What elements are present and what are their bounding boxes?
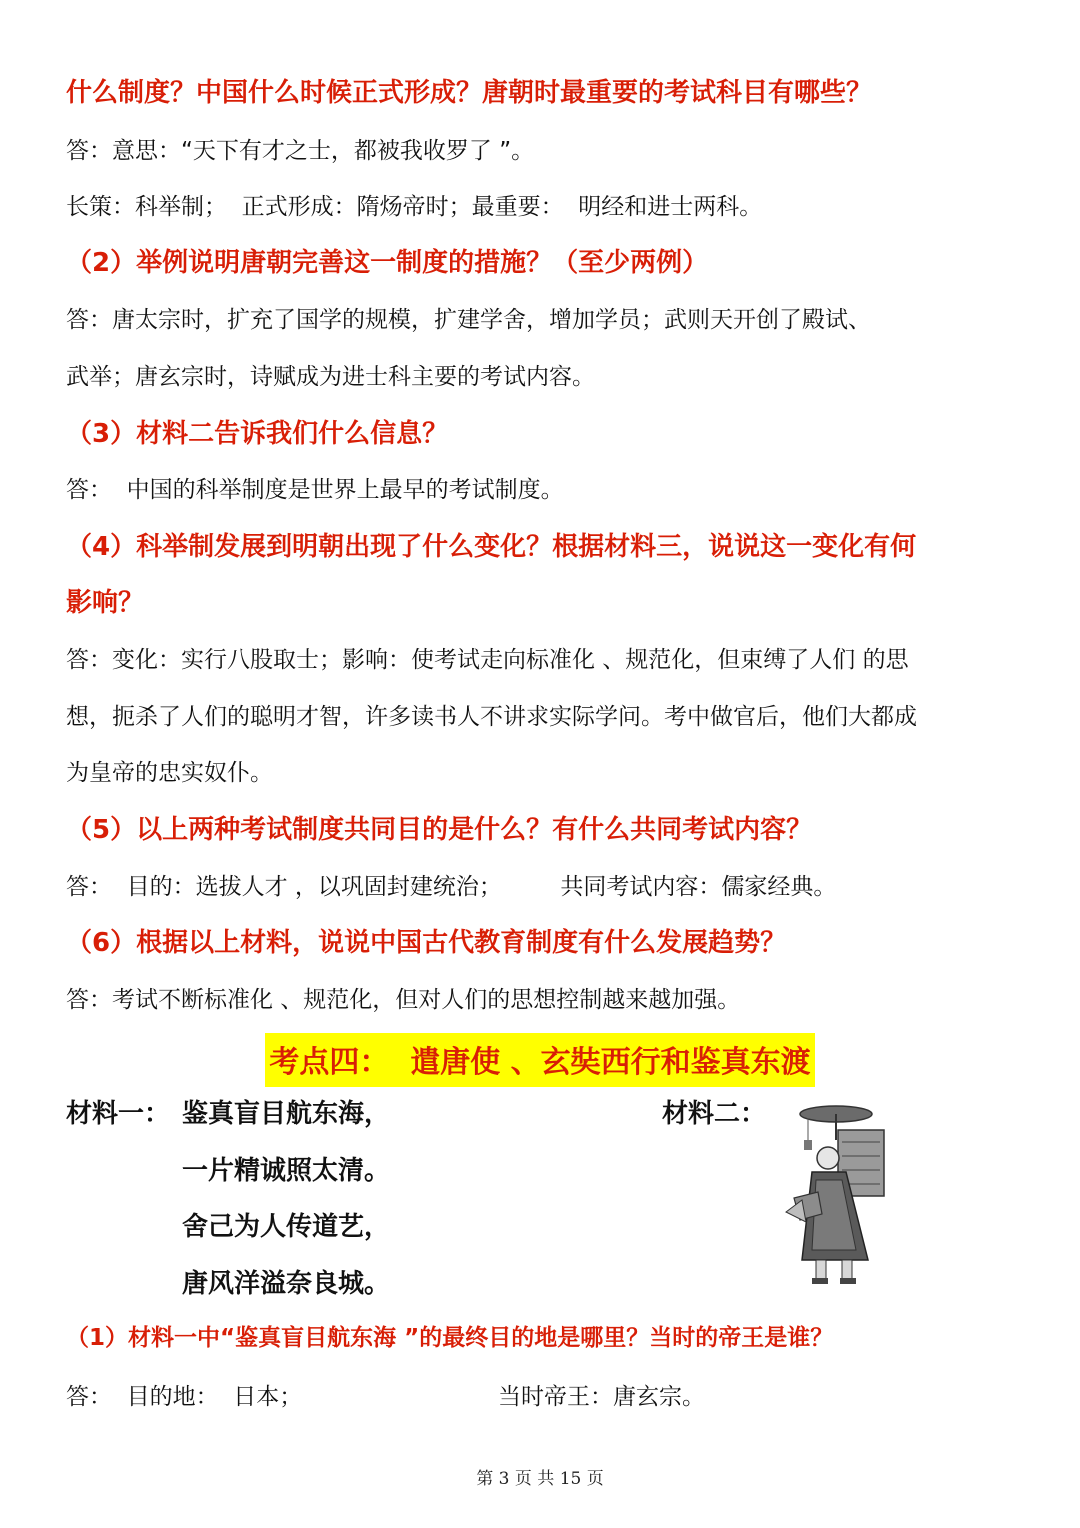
question-line: （3）材料二告诉我们什么信息？ bbox=[66, 419, 449, 449]
answer-line: 答： 目的地： 日本； bbox=[66, 1384, 303, 1410]
answer-line: 答： 目的：选拔人才 ，以巩固封建统治； 共同考试内容：儒家经典。 bbox=[66, 874, 837, 900]
question-line: 什么制度？中国什么时候正式形成？唐朝时最重要的考试科目有哪些？ bbox=[66, 78, 873, 108]
poem-line: 唐风洋溢奈良城。 bbox=[182, 1269, 391, 1299]
answer-line: 答：意思：“天下有才之士，都被我收罗了 ”。 bbox=[66, 138, 535, 164]
answer-line: 为皇帝的忠实奴仆。 bbox=[66, 760, 273, 786]
question-line: （1）材料一中“鉴真盲目航东海 ”的最终目的地是哪里？当时的帝王是谁？ bbox=[66, 1325, 834, 1351]
poem-line: 一片精诚照太清。 bbox=[182, 1156, 391, 1186]
answer-line: 武举；唐玄宗时，诗赋成为进士科主要的考试内容。 bbox=[66, 364, 595, 390]
question-line: （2）举例说明唐朝完善这一制度的措施？（至少两例） bbox=[66, 248, 709, 278]
question-line: （6）根据以上材料，说说中国古代教育制度有什么发展趋势？ bbox=[66, 928, 787, 958]
answer-line: 长策：科举制； 正式形成：隋炀帝时；最重要： 明经和进士两科。 bbox=[66, 194, 763, 220]
monk-figure-icon bbox=[772, 1100, 918, 1288]
answer-line: 答：考试不断标准化 、规范化，但对人们的思想控制越来越加强。 bbox=[66, 987, 741, 1013]
material2-label: 材料二： bbox=[662, 1099, 767, 1129]
answer-line: 想，扼杀了人们的聪明才智，许多读书人不讲求实际学问。考中做官后，他们大都成 bbox=[66, 704, 917, 730]
question-line: （4）科举制发展到明朝出现了什么变化？根据材料三，说说这一变化有何 bbox=[66, 532, 917, 562]
answer-line: 当时帝王：唐玄宗。 bbox=[498, 1384, 705, 1410]
answer-line: 答：变化：实行八股取士；影响：使考试走向标准化 、规范化，但束缚了人们 的思 bbox=[66, 647, 909, 673]
material1-label: 材料一： bbox=[66, 1099, 171, 1129]
question-line: 影响？ bbox=[66, 588, 145, 618]
poem-line: 鉴真盲目航东海， bbox=[182, 1099, 391, 1129]
poem-line: 舍己为人传道艺， bbox=[182, 1212, 391, 1242]
section-heading-wrap bbox=[0, 1033, 1080, 1087]
page-footer: 第 3 页 共 15 页 bbox=[476, 1469, 604, 1489]
question-line: （5）以上两种考试制度共同目的是什么？有什么共同考试内容？ bbox=[66, 815, 813, 845]
answer-line: 答： 中国的科举制度是世界上最早的考试制度。 bbox=[66, 477, 564, 503]
answer-line: 答：唐太宗时，扩充了国学的规模，扩建学舍，增加学员；武则天开创了殿试、 bbox=[66, 307, 871, 333]
section-title: 考点四： 遣唐使 、玄奘西行和鉴真东渡 bbox=[265, 1033, 814, 1087]
